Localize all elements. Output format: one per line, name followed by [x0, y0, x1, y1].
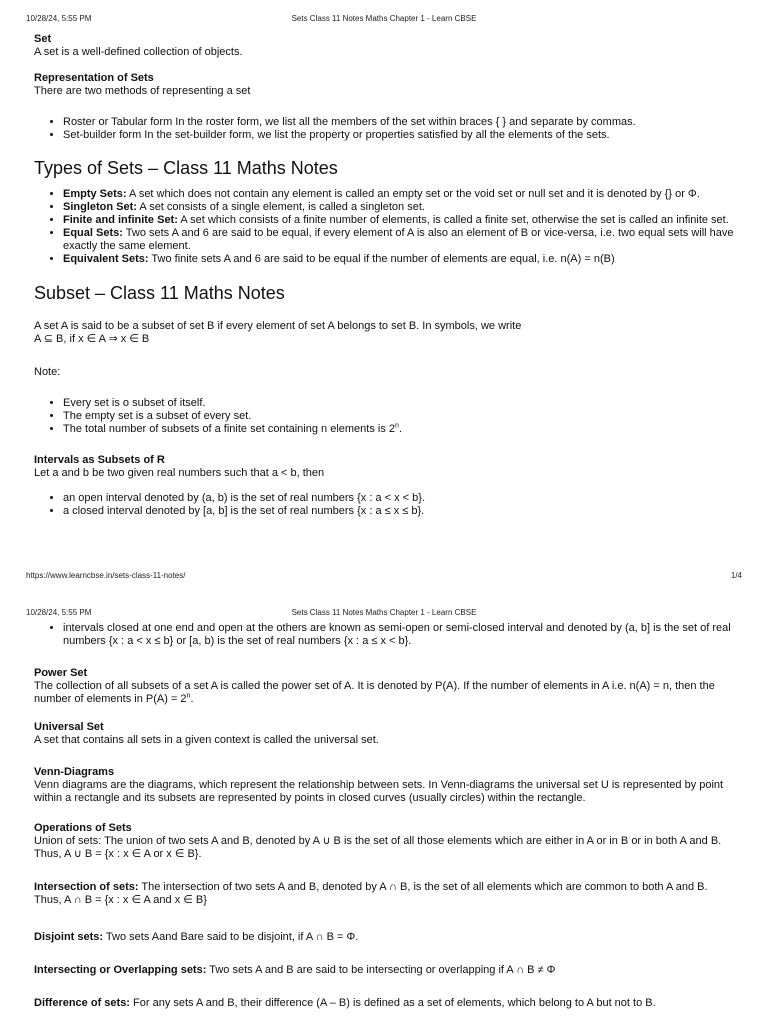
print-timestamp: 10/28/24, 5:55 PM — [26, 608, 92, 617]
list-item: • Finite and infinite Set: A set which consists of a finite number of elements, is called a finite set, otherwise the set is called an infinite set. — [63, 214, 746, 227]
list-item: • Roster or Tabular form In the roster form, we list all the members of the set within braces { } and separate by commas. — [63, 116, 746, 129]
list-item: • Equivalent Sets: Two finite sets A and 6 are said to be equal if the number of elements are equal, i.e. n(A) = n(B) — [63, 253, 746, 266]
power-set-text: The collection of all subsets of a set A is called the power set of A. It is denoted by P(A). If the number of elements in A i.e. n(A) = n, then the number of elements in $P(A) = 2^n$. — [34, 680, 715, 705]
intervals-intro: Let a and b be two given real numbers such that a < b, then — [34, 467, 325, 479]
venn-diagrams-heading: Venn-Diagrams — [34, 766, 115, 778]
print-title: Sets Class 11 Notes Maths Chapter 1 - Learn CBSE — [291, 608, 477, 617]
intervals-list — [34, 492, 746, 518]
list-item: • The total number of subsets of a finite set containing n elements is 2$^n$. — [63, 423, 746, 436]
subset-symbol: A ⊆ B, if x ∈ A ⇒ x ∈ B — [34, 333, 150, 345]
list-item: • The empty set is a subset of every set. — [63, 410, 746, 423]
list-item: • an open interval denoted by (a, b) is the set of real numbers {x : a < x < b}. — [63, 492, 746, 505]
intersection-formula: Thus, A ∩ B = {x : x ∈ A and x ∈ B} — [34, 894, 207, 906]
intervals-heading: Intervals as Subsets of R — [34, 454, 165, 466]
overlapping-text: Intersecting or Overlapping sets: Two sets A and B are said to be intersecting or overlapping if A ∩ B ≠ Φ — [34, 964, 556, 976]
print-timestamp: 10/28/24, 5:55 PM — [26, 14, 92, 23]
subset-heading: Subset – Class 11 Maths Notes — [34, 283, 285, 303]
term: Equivalent Sets: — [63, 253, 149, 265]
term: Disjoint sets: — [34, 931, 104, 943]
universal-set-heading: Universal Set — [34, 721, 104, 733]
disjoint-text: Disjoint sets: Two sets Aand Bare said to be disjoint, if A ∩ B = Φ. — [34, 931, 359, 943]
list-item: • Singleton Set: A set consists of a single element, is called a singleton set. — [63, 201, 746, 214]
types-of-sets-heading: Types of Sets – Class 11 Maths Notes — [34, 158, 338, 178]
print-title: Sets Class 11 Notes Maths Chapter 1 - Learn CBSE — [291, 14, 477, 23]
list-item: • Empty Sets: A set which does not contain any element is called an empty set or the void set or null set and it is denoted by {} or Φ. — [63, 188, 746, 201]
list-item: • a closed interval denoted by [a, b] is the set of real numbers {x : a ≤ x ≤ b}. — [63, 505, 746, 518]
page-2-content — [34, 622, 746, 1010]
term: Singleton Set: — [63, 201, 137, 213]
set-definition: A set is a well-defined collection of objects. — [34, 46, 243, 58]
term: Difference of sets: — [34, 997, 130, 1009]
term: Intersection of sets: — [34, 881, 139, 893]
note-label: Note: — [34, 366, 61, 378]
power-set-heading: Power Set — [34, 667, 88, 679]
difference-text: Difference of sets: For any sets A and B, their difference (A – B) is defined as a set of elements, which belong to A but not to B. — [34, 997, 656, 1009]
term: Intersecting or Overlapping sets: — [34, 964, 207, 976]
list-item: • intervals closed at one end and open at the others are known as semi-open or semi-closed interval and denoted by (a, b] is the set of real numbers {x : a < x ≤ b} or [a, b) is the set of real numbers {x : a ≤ x < b}. — [63, 622, 746, 648]
page-1-content — [34, 33, 746, 518]
print-page-number: 1/4 — [730, 571, 742, 580]
list-item: • Set-builder form In the set-builder form, we list the property or properties satisfied by all the elements of the sets. — [63, 129, 746, 142]
term: Empty Sets: — [63, 188, 127, 200]
types-list — [34, 188, 746, 266]
term: Equal Sets: — [63, 227, 123, 239]
venn-diagrams-text: Venn diagrams are the diagrams, which represent the relationship between sets. In Venn-diagrams the universal set U is represented by point within a rectangle and its subsets are represented by points in closed curves (usually circles) within the rectangle. — [34, 779, 724, 804]
subset-definition: A set A is said to be a subset of set B if every element of set A belongs to set B. In symbols, we write — [34, 320, 522, 332]
operations-heading: Operations of Sets — [34, 822, 132, 834]
list-item: • Equal Sets: Two sets A and 6 are said to be equal, if every element of A is also an element of B or vice-versa, i.e. two equal sets will have exactly the same element. — [63, 227, 746, 253]
operations-text: Union of sets: The union of two sets A and B, denoted by A ∪ B is the set of all those elements which are either in A or in B or in both A and B. Thus, A ∪ B = {x : x ∈ A or x ∈ B}. — [34, 835, 722, 860]
representation-intro: There are two methods of representing a set — [34, 85, 251, 97]
set-heading: Set — [34, 33, 52, 45]
intersection-text: Intersection of sets: The intersection of two sets A and B, denoted by A ∩ B, is the set of all elements which are common to both A and B. — [34, 881, 708, 893]
representation-list — [34, 116, 746, 142]
universal-set-text: A set that contains all sets in a given context is called the universal set. — [34, 734, 379, 746]
note-list — [34, 397, 746, 436]
print-url: https://www.learncbse.in/sets-class-11-notes/ — [26, 571, 186, 580]
intervals-list-continued — [34, 622, 746, 648]
list-item: • Every set is o subset of itself. — [63, 397, 746, 410]
representation-heading: Representation of Sets — [34, 72, 154, 84]
term: Finite and infinite Set: — [63, 214, 178, 226]
